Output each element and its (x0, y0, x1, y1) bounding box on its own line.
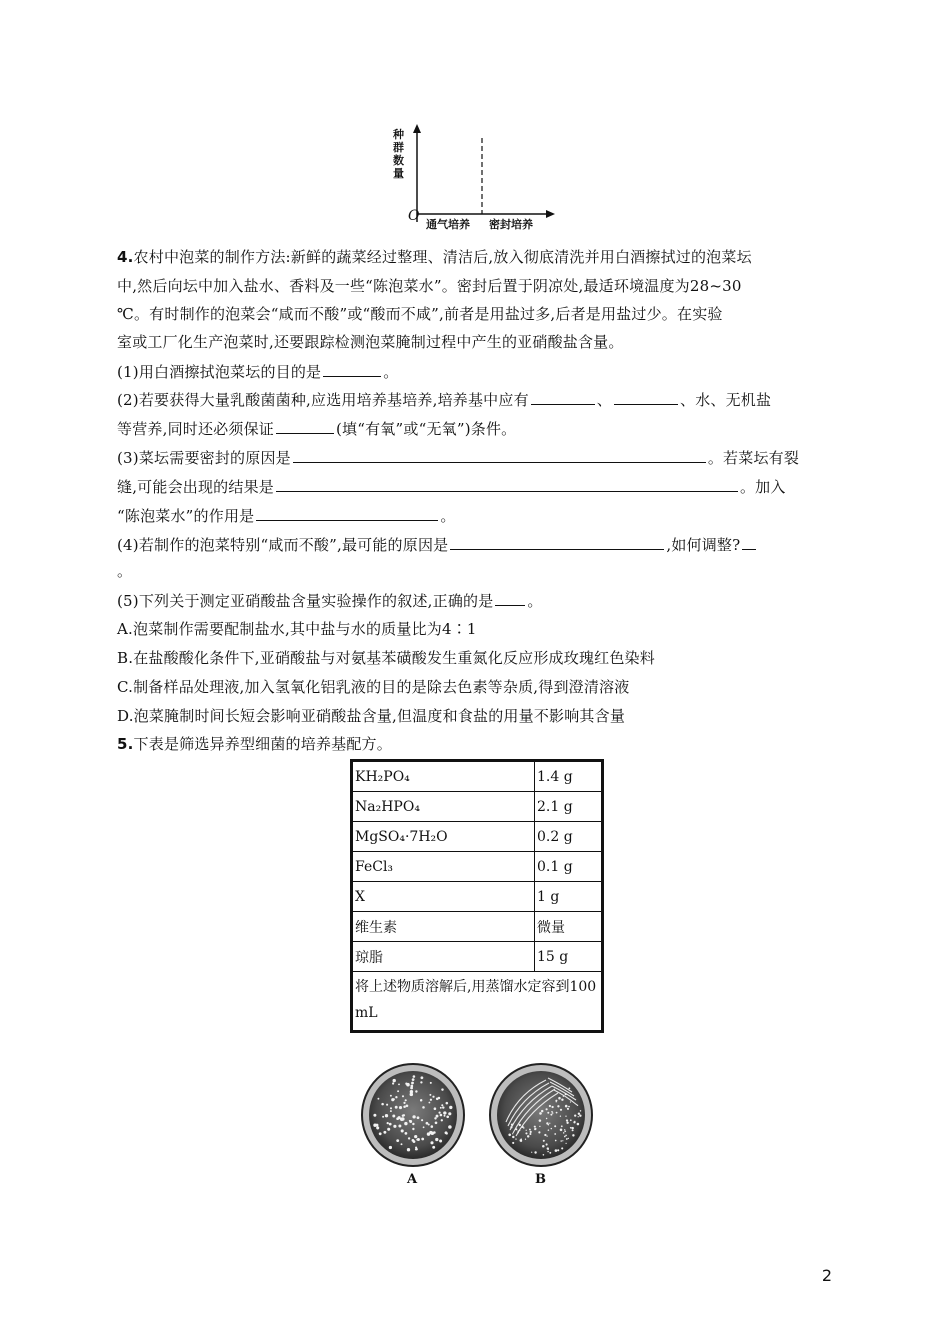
colony-dot (423, 1126, 425, 1128)
colony-dot (538, 1131, 540, 1133)
colony-dot (543, 1140, 545, 1142)
q5-number: 5. (117, 735, 134, 753)
ingredient-amount: 微量 (535, 912, 603, 942)
colony-dot (557, 1105, 559, 1107)
ingredient-name: MgSO₄·7H₂O (352, 822, 535, 852)
colony-dot (572, 1127, 574, 1129)
colony-dot (547, 1112, 549, 1114)
colony-dot (530, 1131, 532, 1133)
colony-dot (551, 1111, 553, 1113)
colony-dot (435, 1121, 438, 1124)
ingredient-name: 维生素 (352, 912, 535, 942)
colony-dot (554, 1125, 556, 1127)
colony-dot (554, 1133, 556, 1135)
table-note: 将上述物质溶解后,用蒸馏水定容到100 mL (352, 972, 603, 1032)
colony-dot (398, 1125, 401, 1128)
colony-dot (448, 1112, 451, 1115)
option-c[interactable]: C.制备样品处理液,加入氢氧化铝乳液的目的是除去色素等杂质,得到澄清溶液 (117, 678, 630, 696)
colony-dot (534, 1151, 536, 1153)
answer-blank[interactable] (276, 418, 334, 434)
colony-dot (441, 1088, 443, 1090)
colony-dot (393, 1079, 396, 1082)
colony-dot (387, 1128, 390, 1131)
colony-dot (519, 1130, 520, 1131)
colony-dot (403, 1105, 406, 1108)
origin-label: O (408, 208, 420, 224)
colony-dot (525, 1139, 526, 1140)
plate-label-a: A (407, 1172, 418, 1187)
colony-dot (401, 1129, 404, 1132)
q4-intro-line-2: 中,然后向坛中加入盐水、香料及一些“陈泡菜水”。密封后置于阴凉处,最适环境温度为28~30 (117, 277, 742, 295)
colony-dot (382, 1116, 384, 1118)
colony-dot (420, 1099, 422, 1101)
colony-dot (565, 1135, 567, 1137)
colony-dot (446, 1102, 449, 1105)
colony-dot (565, 1105, 568, 1108)
colony-dot (531, 1152, 532, 1153)
colony-dot (406, 1104, 409, 1107)
colony-dot (550, 1114, 552, 1116)
colony-dot (402, 1114, 404, 1116)
colony-dot (410, 1090, 413, 1093)
colony-dot (549, 1105, 551, 1107)
y-axis-label: 种群数量 (393, 128, 404, 180)
colony-dot (560, 1140, 562, 1142)
colony-dot (534, 1128, 536, 1130)
colony-dot (389, 1123, 392, 1126)
colony-dot (565, 1116, 566, 1117)
colony-dot (574, 1114, 576, 1116)
colony-dot (376, 1126, 379, 1129)
colony-dot (544, 1134, 546, 1136)
colony-dot (555, 1140, 557, 1142)
colony-dot (393, 1125, 396, 1128)
colony-dot (409, 1120, 411, 1122)
colony-dot (401, 1117, 405, 1121)
colony-dot (392, 1082, 394, 1084)
colony-dot (381, 1103, 384, 1106)
answer-blank[interactable] (323, 361, 381, 377)
colony-dot (508, 1134, 511, 1137)
colony-dot (543, 1154, 545, 1156)
q4-sub-1: (1)用白酒擦拭泡菜坛的目的是 。 (117, 363, 399, 381)
colony-dot (529, 1133, 531, 1135)
answer-blank[interactable] (614, 389, 678, 405)
table-row (352, 882, 603, 912)
answer-blank[interactable] (495, 590, 525, 606)
colony-dot (405, 1099, 407, 1101)
colony-dot (574, 1121, 575, 1122)
colony-dot (568, 1106, 570, 1108)
colony-dot (405, 1132, 408, 1135)
option-d[interactable]: D.泡菜腌制时间长短会影响亚硝酸盐含量,但温度和食盐的用量不影响其含量 (117, 707, 626, 725)
colony-dot (546, 1118, 547, 1119)
colony-dot (416, 1139, 418, 1141)
colony-dot (430, 1099, 432, 1101)
colony-dot (383, 1131, 386, 1134)
colony-dot (578, 1116, 579, 1117)
colony-dot (548, 1124, 549, 1125)
colony-dot (435, 1138, 438, 1141)
petri-dish-b (488, 1062, 594, 1168)
colony-dot (420, 1081, 422, 1083)
colony-dot (430, 1082, 432, 1084)
colony-dot (510, 1126, 512, 1128)
colony-dot (547, 1151, 549, 1153)
colony-dot (398, 1083, 400, 1085)
q4-sub-2-line-2: 等营养,同时还必须保证 (填“有氧”或“无氧”)条件。 (117, 420, 517, 438)
colony-dot (406, 1083, 410, 1087)
ingredient-amount: 1 g (535, 882, 603, 912)
colony-dot (511, 1123, 513, 1125)
colony-dot (446, 1115, 449, 1118)
colony-dot (428, 1102, 430, 1104)
colony-dot (525, 1132, 527, 1134)
colony-dot (397, 1090, 399, 1092)
colony-dot (566, 1122, 568, 1124)
colony-dot (560, 1129, 563, 1132)
colony-dot (549, 1152, 551, 1154)
colony-dot (412, 1078, 415, 1081)
colony-dot (562, 1140, 563, 1141)
ingredient-amount: 0.1 g (535, 852, 603, 882)
colony-dot (414, 1135, 417, 1138)
colony-dot (560, 1116, 561, 1117)
colony-dot (421, 1076, 424, 1079)
colony-dot (578, 1112, 580, 1114)
colony-dot (412, 1139, 415, 1142)
answer-blank[interactable] (276, 476, 738, 492)
colony-dot (444, 1112, 446, 1114)
colony-dot (422, 1106, 425, 1109)
colony-dot (515, 1128, 517, 1130)
colony-dot (559, 1098, 560, 1099)
colony-dot (399, 1106, 402, 1109)
colony-dot (434, 1117, 436, 1119)
colony-dot (412, 1115, 415, 1118)
x-label-left: 通气培养 (426, 218, 470, 231)
table-row (352, 912, 603, 942)
medium-recipe-table (350, 759, 604, 1033)
colony-dot (534, 1126, 536, 1128)
colony-dot (546, 1135, 547, 1136)
colony-dot (549, 1123, 550, 1124)
colony-dot (396, 1139, 399, 1142)
colony-dot (407, 1148, 410, 1151)
colony-dot (552, 1112, 553, 1113)
table-row (352, 972, 603, 1032)
colony-dot (395, 1096, 397, 1098)
colony-dot (564, 1136, 566, 1138)
q4-sub-2-line-1: (2)若要获得大量乳酸菌菌种,应选用培养基培养,培养基中应有 、 、水、无机盐 (117, 391, 772, 409)
colony-dot (561, 1147, 563, 1149)
colony-dot (432, 1146, 435, 1149)
colony-dot (539, 1126, 540, 1127)
page-number: 2 (821, 1266, 832, 1285)
colony-dot (390, 1095, 392, 1097)
x-label-right: 密封培养 (489, 218, 533, 231)
colony-dot (403, 1102, 405, 1104)
option-a[interactable]: A.泡菜制作需要配制盐水,其中盐与水的质量比为4∶1 (117, 620, 477, 638)
q5-intro (117, 734, 392, 754)
colony-dot (556, 1112, 558, 1114)
colony-dot (557, 1149, 559, 1151)
plate-label-b: B (535, 1172, 546, 1187)
colony-dot (570, 1101, 571, 1102)
colony-dot (449, 1106, 452, 1109)
colony-dot (386, 1104, 388, 1106)
colony-dot (565, 1143, 566, 1144)
ingredient-name: KH₂PO₄ (352, 761, 535, 792)
answer-blank[interactable] (256, 505, 438, 521)
colony-dot (436, 1115, 439, 1118)
colony-dot (421, 1138, 424, 1141)
table-row (352, 852, 603, 882)
colony-dot (438, 1097, 441, 1100)
colony-dot (541, 1110, 543, 1112)
colony-dot (546, 1143, 548, 1145)
table-row (352, 822, 603, 852)
colony-dot (393, 1098, 395, 1100)
ingredient-amount: 2.1 g (535, 792, 603, 822)
ingredient-name: FeCl₃ (352, 852, 535, 882)
ingredient-name: Na₂HPO₄ (352, 792, 535, 822)
q4-sub-3-line-2: 缝,可能会出现的结果是 。加入 (117, 478, 786, 496)
colony-dot (579, 1115, 581, 1117)
colony-dot (441, 1119, 443, 1121)
colony-dot (564, 1130, 566, 1132)
colony-dot (392, 1115, 395, 1118)
colony-dot (526, 1130, 527, 1131)
colony-dot (429, 1094, 431, 1096)
colony-dot (415, 1090, 417, 1092)
colony-dot (566, 1119, 568, 1121)
colony-dot (428, 1123, 430, 1125)
colony-dot (438, 1111, 440, 1113)
colony-dot (411, 1082, 414, 1085)
colony-dot (373, 1124, 376, 1127)
colony-dot (412, 1123, 414, 1125)
colony-dot (512, 1142, 514, 1144)
option-b[interactable]: B.在盐酸酸化条件下,亚硝酸盐与对氨基苯磺酸发生重氮化反应形成玫瑰红色染料 (117, 649, 655, 667)
colony-dot (401, 1143, 403, 1145)
colony-dot (548, 1129, 550, 1131)
colony-dot (430, 1141, 433, 1144)
colony-dot (440, 1114, 443, 1117)
colony-dot (413, 1075, 416, 1078)
q4-sub-5: (5)下列关于测定亚硝酸盐含量实验操作的叙述,正确的是 。 (117, 592, 543, 610)
colony-dot (529, 1129, 531, 1131)
colony-dot (555, 1100, 557, 1102)
colony-dot (560, 1109, 562, 1111)
colony-dot (431, 1125, 434, 1128)
ingredient-name: X (352, 882, 535, 912)
answer-blank[interactable] (293, 447, 706, 463)
colony-dot (373, 1114, 376, 1117)
colony-dot (546, 1108, 548, 1110)
colony-dot (572, 1129, 574, 1131)
colony-dot (395, 1106, 398, 1109)
colony-dot (427, 1132, 430, 1135)
colony-dot (432, 1096, 434, 1098)
colony-dot (570, 1127, 572, 1129)
q4-intro-line-1 (117, 247, 752, 267)
ingredient-amount: 1.4 g (535, 761, 603, 792)
colony-dot (577, 1123, 580, 1126)
colony-dot (572, 1134, 574, 1136)
q4-number: 4. (117, 248, 134, 266)
answer-blank[interactable] (531, 389, 595, 405)
q4-intro-line-3: ℃。有时制作的泡菜会“咸而不酸”或“酸而不咸”,前者是用盐过多,后者是用盐过少。在实验 (117, 305, 723, 323)
colony-dot (548, 1149, 549, 1150)
colony-dot (570, 1119, 572, 1121)
colony-dot (561, 1125, 563, 1127)
colony-dot (387, 1122, 389, 1124)
q4-sub-3-line-3: “陈泡菜水”的作用是 。 (117, 507, 456, 525)
q4-sub-4-line-2: 。 (117, 562, 133, 580)
colony-dot (518, 1130, 520, 1132)
colony-dot (551, 1128, 552, 1129)
colony-dot (434, 1107, 437, 1110)
ingredient-amount: 15 g (535, 942, 603, 972)
answer-blank[interactable] (450, 534, 664, 550)
ingredient-amount: 0.2 g (535, 822, 603, 852)
colony-dot (527, 1135, 529, 1137)
colony-dot (442, 1106, 444, 1108)
colony-dot (439, 1140, 442, 1143)
colony-dot (402, 1095, 404, 1097)
colony-dot (523, 1127, 524, 1128)
colony-dot (561, 1098, 563, 1100)
colony-dot (416, 1148, 418, 1150)
ingredient-name: 琼脂 (352, 942, 535, 972)
table-row (352, 942, 603, 972)
colony-dot (577, 1105, 578, 1106)
colony-dot (565, 1093, 567, 1095)
colony-dot (396, 1117, 399, 1120)
colony-dot (412, 1128, 414, 1130)
colony-dot (567, 1108, 569, 1110)
colony-dot (448, 1125, 452, 1129)
colony-dot (512, 1136, 514, 1138)
colony-dot (563, 1132, 565, 1134)
q4-sub-4-line-1: (4)若制作的泡菜特别“咸而不酸”,最可能的原因是 ,如何调整? (117, 534, 758, 555)
answer-blank[interactable] (742, 534, 756, 550)
q4-sub-3-line-1: (3)菜坛需要密封的原因是 。若菜坛有裂 (117, 449, 800, 467)
colony-dot (410, 1085, 413, 1088)
colony-dot (539, 1119, 542, 1122)
petri-dish-a (360, 1062, 466, 1168)
colony-dot (390, 1107, 392, 1109)
colony-dot (390, 1110, 392, 1112)
colony-dot (555, 1149, 558, 1152)
colony-dot (441, 1104, 443, 1106)
colony-dot (379, 1132, 382, 1135)
colony-dot (520, 1140, 522, 1142)
colony-dot (389, 1146, 392, 1149)
colony-dot (512, 1133, 513, 1134)
q4-text: 农村中泡菜的制作方法:新鲜的蔬菜经过整理、清洁后,放入彻底清洗并用白酒擦拭过的泡菜坛 (133, 248, 752, 266)
colony-dot (377, 1098, 379, 1100)
q4-intro-line-4: 室或工厂化生产泡菜时,还要跟踪检测泡菜腌制过程中产生的亚硝酸盐含量。 (117, 333, 624, 351)
colony-dot (444, 1115, 446, 1117)
colony-dot (564, 1129, 565, 1130)
colony-dot (433, 1131, 436, 1134)
q5-text: 下表是筛选异养型细菌的培养基配方。 (133, 735, 392, 753)
colony-dot (385, 1114, 388, 1117)
colony-dot (568, 1087, 570, 1089)
colony-dot (563, 1096, 564, 1097)
colony-dot (440, 1107, 442, 1109)
colony-dot (515, 1138, 516, 1139)
colony-dot (404, 1122, 407, 1125)
colony-dot (539, 1112, 542, 1115)
colony-dot (417, 1116, 420, 1119)
colony-dot (551, 1106, 553, 1108)
colony-dot (580, 1110, 581, 1111)
colony-dot (519, 1124, 521, 1126)
table-row (352, 792, 603, 822)
colony-dot (542, 1145, 545, 1148)
colony-dot (408, 1137, 410, 1139)
colony-dot (421, 1119, 423, 1121)
table-row (352, 761, 603, 792)
colony-dot (568, 1138, 569, 1139)
colony-dot (566, 1138, 568, 1140)
colony-dot (446, 1132, 448, 1134)
